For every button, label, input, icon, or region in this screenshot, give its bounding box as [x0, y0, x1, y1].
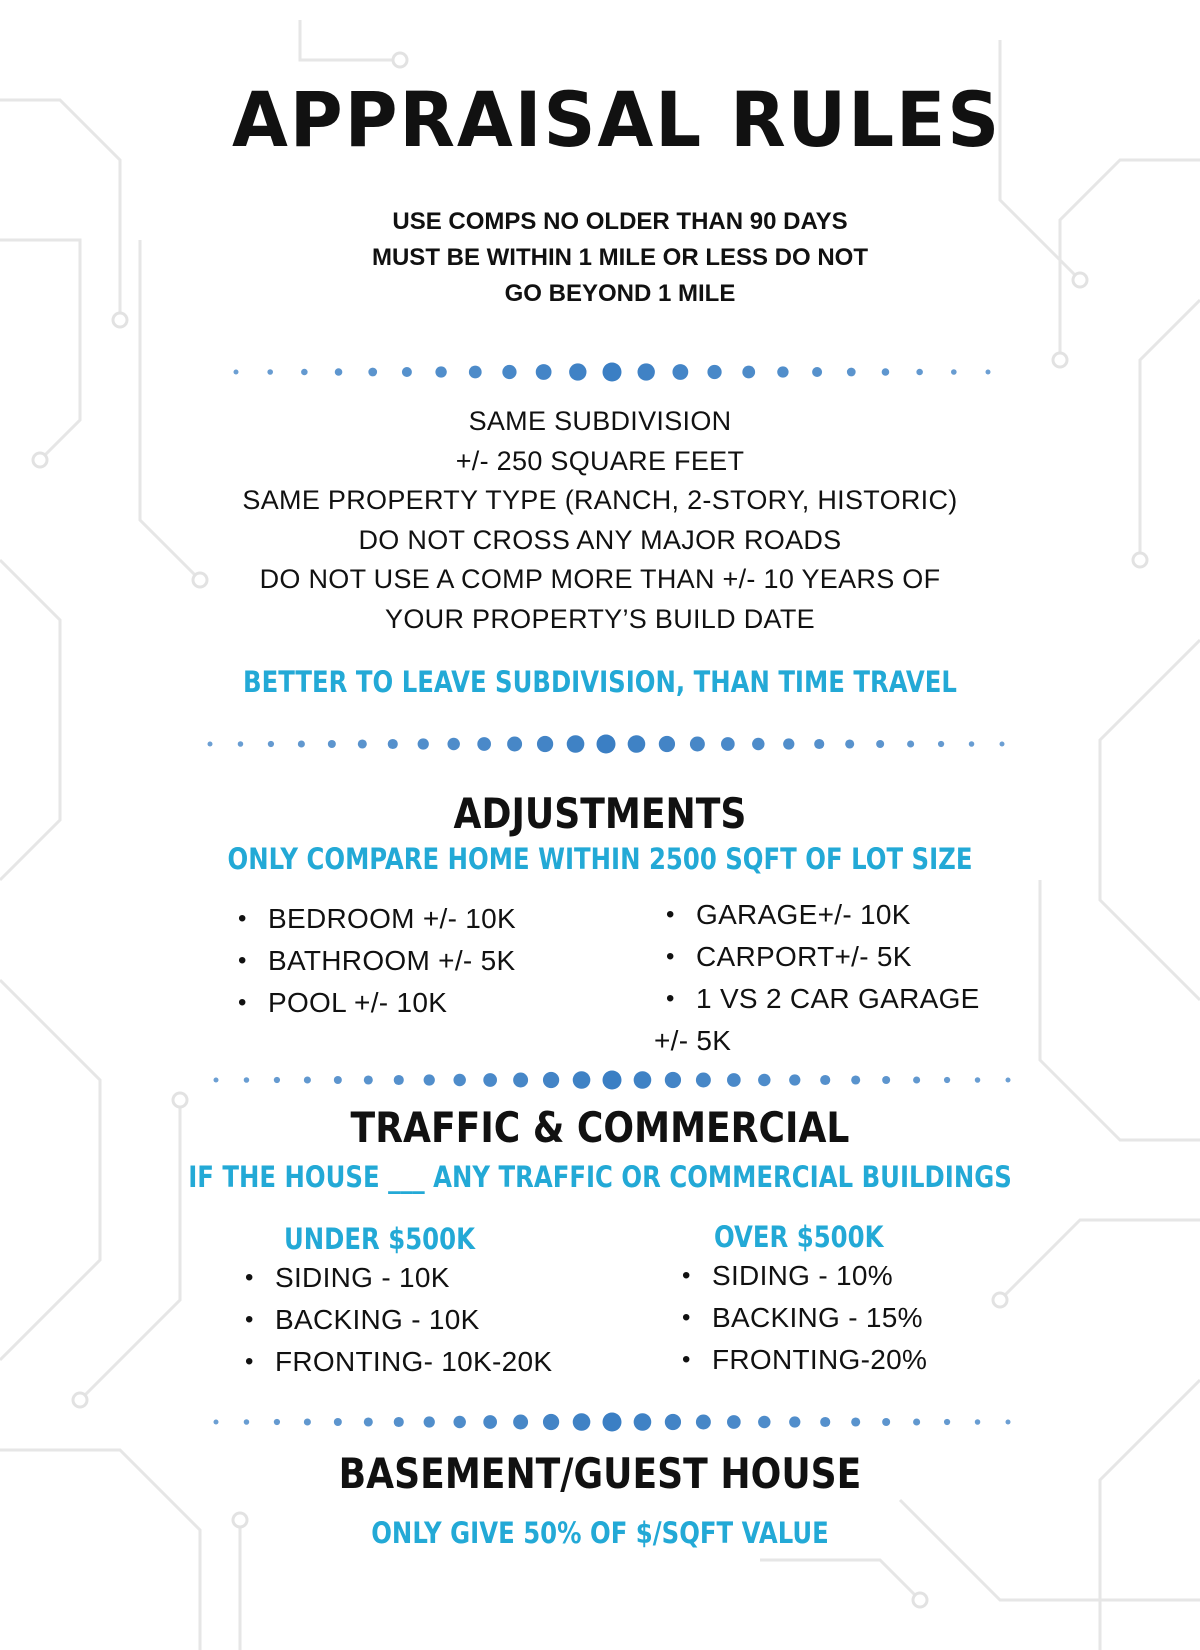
- divider-dot: [742, 366, 755, 379]
- list-item: • BACKING - 15%: [680, 1297, 927, 1339]
- traffic-subheading: IF THE HOUSE ___ ANY TRAFFIC OR COMMERCIAL BUILDINGS: [188, 1160, 1012, 1194]
- divider-dot: [298, 740, 305, 747]
- divider-dot: [975, 1419, 980, 1424]
- divider-dot: [789, 1416, 800, 1427]
- divider-dot: [234, 370, 239, 375]
- divider-dot: [334, 1418, 342, 1426]
- divider-dot: [634, 1413, 652, 1431]
- divider-dot: [469, 366, 482, 379]
- divider-dot: [483, 1415, 497, 1429]
- dotted-divider: [226, 362, 998, 382]
- divider-dot: [721, 737, 735, 751]
- list-item: • FRONTING- 10K-20K: [243, 1341, 552, 1383]
- divider-dot: [882, 1076, 890, 1084]
- divider-dot: [847, 368, 856, 377]
- divider-dot: [274, 1419, 280, 1425]
- divider-dot: [637, 363, 654, 380]
- adjustments-list-right: [664, 894, 980, 1020]
- divider-dot: [758, 1074, 770, 1086]
- divider-dot: [597, 735, 616, 754]
- divider-dot: [477, 737, 491, 751]
- list-item: • BACKING - 10K: [243, 1299, 552, 1341]
- page-title: APPRAISAL RULES: [232, 75, 1002, 164]
- list-item-continuation: +/- 5K: [654, 1025, 732, 1056]
- divider-dot: [435, 366, 446, 377]
- divider-dot: [814, 739, 824, 749]
- divider-dot: [424, 1074, 435, 1085]
- list-item: • SIDING - 10%: [680, 1255, 927, 1297]
- tip-text: BETTER TO LEAVE SUBDIVISION, THAN TIME TRAVEL: [243, 665, 957, 699]
- divider-dot: [944, 1419, 950, 1425]
- divider-dot: [268, 741, 274, 747]
- traffic-heading: TRAFFIC & COMMERCIAL: [350, 1103, 850, 1152]
- basement-heading: BASEMENT/GUEST HOUSE: [338, 1449, 862, 1498]
- divider-dot: [573, 1413, 591, 1431]
- divider-dot: [424, 1416, 435, 1427]
- divider-dot: [513, 1415, 528, 1430]
- dotted-divider: [206, 1412, 1018, 1432]
- divider-dot: [938, 741, 944, 747]
- criteria-line: YOUR PROPERTY’S BUILD DATE: [385, 603, 815, 634]
- divider-dot: [543, 1072, 559, 1088]
- divider-dot: [845, 739, 854, 748]
- divider-dot: [483, 1073, 497, 1087]
- divider-dot: [368, 368, 377, 377]
- divider-dot: [274, 1077, 280, 1083]
- divider-dot: [335, 368, 343, 376]
- intro-rules: [300, 204, 940, 312]
- divider-dot: [394, 1075, 404, 1085]
- divider-dot: [851, 1075, 860, 1084]
- divider-dot: [777, 366, 788, 377]
- divider-dot: [537, 736, 553, 752]
- divider-dot: [1006, 1078, 1011, 1083]
- divider-dot: [876, 740, 884, 748]
- divider-dot: [214, 1078, 219, 1083]
- divider-dot: [944, 1077, 950, 1083]
- divider-dot: [986, 370, 991, 375]
- divider-dot: [696, 1073, 711, 1088]
- divider-dot: [727, 1073, 741, 1087]
- intro-rule: MUST BE WITHIN 1 MILE OR LESS DO NOT: [371, 244, 868, 271]
- divider-dot: [214, 1420, 219, 1425]
- list-item: • GARAGE+/- 10K: [664, 894, 980, 936]
- divider-dot: [707, 365, 721, 379]
- divider-dot: [882, 1418, 890, 1426]
- intro-rule: USE COMPS NO OLDER THAN 90 DAYS: [392, 208, 848, 235]
- divider-dot: [783, 738, 794, 749]
- divider-dot: [882, 368, 890, 376]
- divider-dot: [513, 1073, 528, 1088]
- under-500k-list: [243, 1257, 552, 1383]
- over-500k-list: [680, 1255, 927, 1381]
- basement-subheading: ONLY GIVE 50% OF $/SQFT VALUE: [371, 1516, 829, 1550]
- divider-dot: [672, 364, 688, 380]
- adjustments-heading: ADJUSTMENTS: [453, 789, 747, 838]
- divider-dot: [1006, 1420, 1011, 1425]
- divider-dot: [820, 1417, 830, 1427]
- divider-dot: [603, 1071, 622, 1090]
- divider-dot: [536, 364, 552, 380]
- divider-dot: [1000, 742, 1005, 747]
- divider-dot: [569, 363, 586, 380]
- divider-dot: [394, 1417, 404, 1427]
- divider-dot: [851, 1417, 860, 1426]
- divider-dot: [244, 1077, 249, 1082]
- list-item: • BEDROOM +/- 10K: [236, 898, 516, 940]
- divider-dot: [913, 1418, 920, 1425]
- criteria-line: SAME PROPERTY TYPE (RANCH, 2-STORY, HISTORIC): [242, 485, 958, 515]
- criteria-line: +/- 250 SQUARE FEET: [455, 445, 745, 476]
- list-item: • BATHROOM +/- 5K: [236, 940, 516, 982]
- divider-dot: [418, 738, 429, 749]
- divider-dot: [634, 1071, 652, 1089]
- divider-dot: [358, 739, 367, 748]
- divider-dot: [304, 1076, 311, 1083]
- divider-dot: [301, 369, 308, 376]
- criteria-line: DO NOT USE A COMP MORE THAN +/- 10 YEARS OF: [259, 564, 941, 594]
- divider-dot: [665, 1072, 681, 1088]
- criteria-line: SAME SUBDIVISION: [468, 406, 732, 436]
- dotted-divider: [206, 1070, 1018, 1090]
- divider-dot: [364, 1075, 373, 1084]
- divider-dot: [696, 1415, 711, 1430]
- list-item: • 1 VS 2 CAR GARAGE: [664, 978, 980, 1020]
- divider-dot: [304, 1418, 311, 1425]
- divider-dot: [567, 735, 585, 753]
- divider-dot: [975, 1077, 980, 1082]
- divider-dot: [453, 1416, 465, 1428]
- criteria-line: DO NOT CROSS ANY MAJOR ROADS: [358, 524, 842, 555]
- divider-dot: [789, 1074, 800, 1085]
- adjustments-subheading: ONLY COMPARE HOME WITHIN 2500 SQFT OF LOT SIZE: [227, 842, 973, 876]
- divider-dot: [267, 369, 273, 375]
- list-item: • FRONTING-20%: [680, 1339, 927, 1381]
- divider-dot: [969, 741, 974, 746]
- divider-dot: [388, 739, 398, 749]
- divider-dot: [244, 1419, 249, 1424]
- adjustments-list-left: [236, 898, 516, 1024]
- divider-dot: [727, 1415, 741, 1429]
- divider-dot: [820, 1075, 830, 1085]
- list-item: • CARPORT+/- 5K: [664, 936, 980, 978]
- divider-dot: [603, 1413, 622, 1432]
- divider-dot: [573, 1071, 591, 1089]
- divider-dot: [665, 1414, 681, 1430]
- list-item: • POOL +/- 10K: [236, 982, 516, 1024]
- divider-dot: [628, 735, 646, 753]
- divider-dot: [907, 740, 914, 747]
- divider-dot: [690, 737, 705, 752]
- divider-dot: [402, 367, 412, 377]
- divider-dot: [543, 1414, 559, 1430]
- comp-criteria: [180, 402, 1020, 639]
- list-item: • SIDING - 10K: [243, 1257, 552, 1299]
- divider-dot: [913, 1076, 920, 1083]
- intro-rule: GO BEYOND 1 MILE: [504, 280, 736, 307]
- divider-dot: [659, 736, 675, 752]
- divider-dot: [502, 365, 516, 379]
- divider-dot: [364, 1417, 373, 1426]
- divider-dot: [453, 1074, 465, 1086]
- divider-dot: [507, 737, 522, 752]
- divider-dot: [812, 367, 822, 377]
- under-500k-label: UNDER $500K: [284, 1222, 475, 1256]
- divider-dot: [238, 741, 243, 746]
- over-500k-label: OVER $500K: [714, 1220, 884, 1254]
- divider-dot: [916, 369, 923, 376]
- divider-dot: [334, 1076, 342, 1084]
- divider-dot: [208, 742, 213, 747]
- divider-dot: [447, 738, 459, 750]
- divider-dot: [758, 1416, 770, 1428]
- divider-dot: [951, 369, 957, 375]
- divider-dot: [752, 738, 764, 750]
- dotted-divider: [200, 734, 1012, 754]
- divider-dot: [328, 740, 336, 748]
- divider-dot: [603, 363, 622, 382]
